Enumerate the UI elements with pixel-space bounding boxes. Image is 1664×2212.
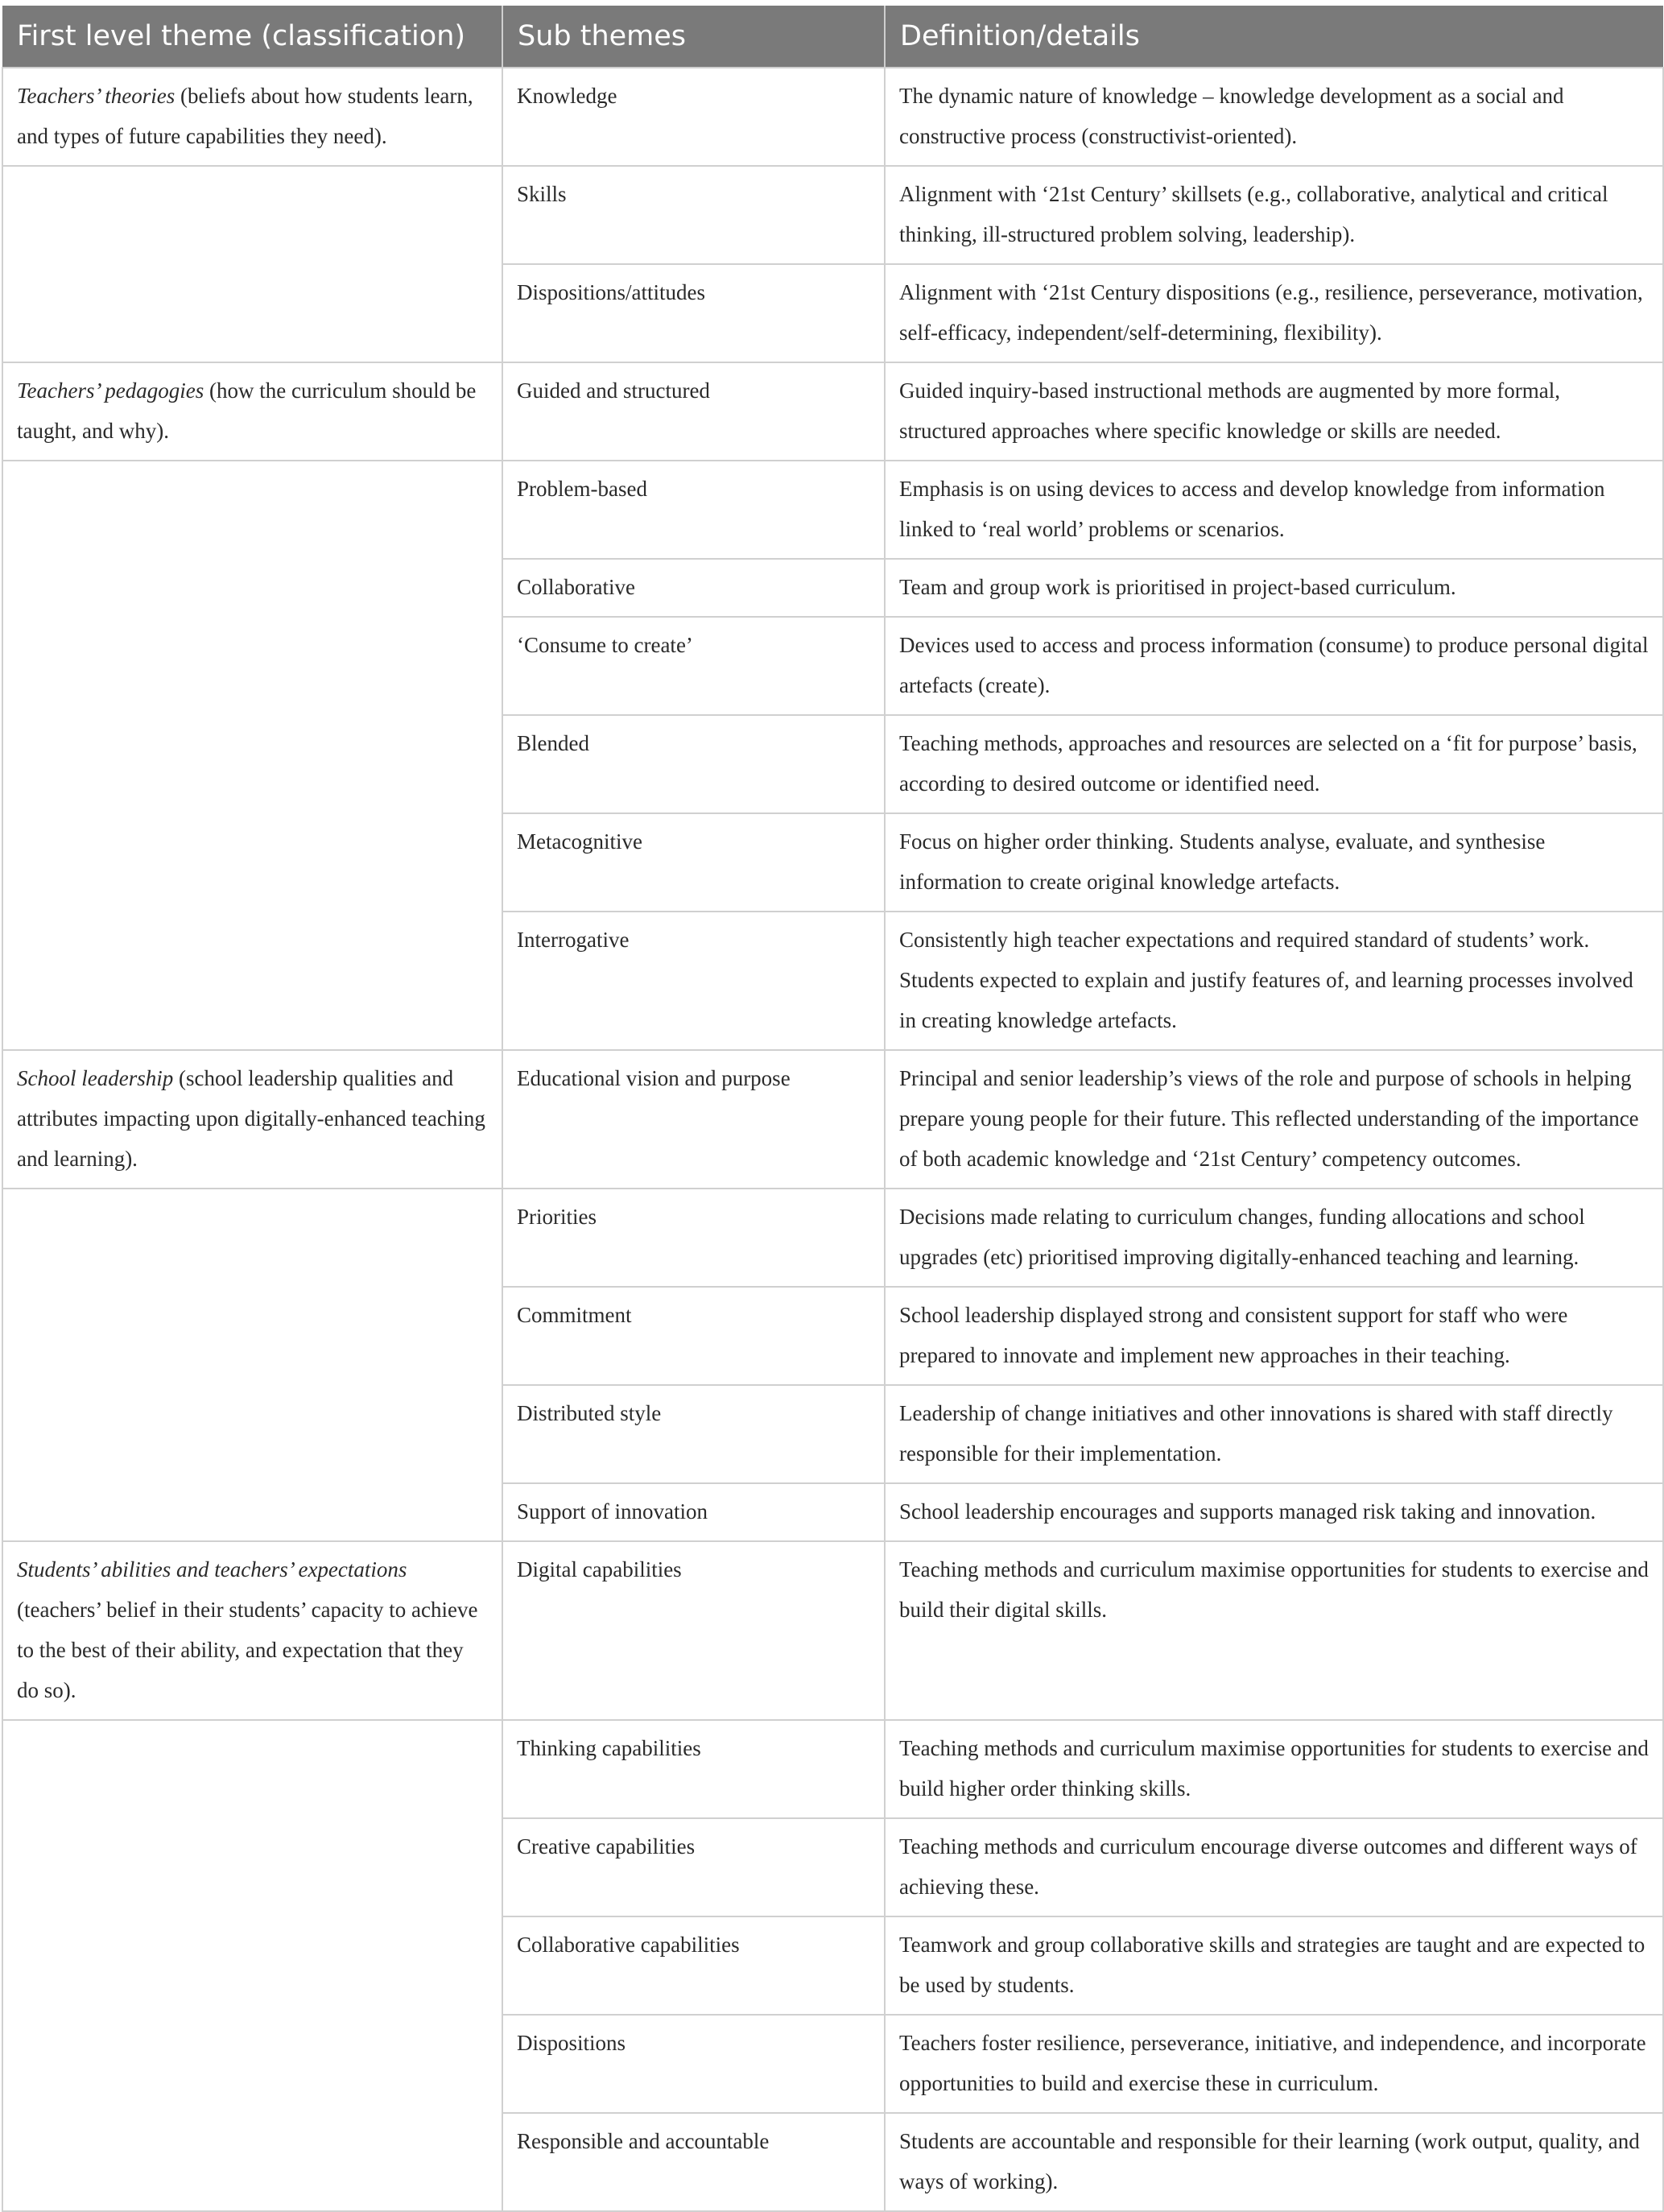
- theme-cell-empty: [2, 166, 502, 362]
- definition-cell: Devices used to access and process information (consume) to produce personal digital artefacts (create).: [885, 617, 1663, 715]
- theme-name: Teachers’ theories: [17, 84, 175, 108]
- sub-theme-cell: Collaborative capabilities: [502, 1916, 885, 2015]
- table-row: [2, 1050, 1663, 1189]
- table-body: [2, 68, 1663, 2211]
- definition-cell: Team and group work is prioritised in project-based curriculum.: [885, 559, 1663, 617]
- definition-cell: Teamwork and group collaborative skills and strategies are taught and are expected to be used by students.: [885, 1916, 1663, 2015]
- table-row: [2, 1189, 1663, 1287]
- sub-theme-cell: Metacognitive: [502, 813, 885, 912]
- sub-theme-cell: Blended: [502, 715, 885, 813]
- theme-cell: [2, 1541, 502, 1720]
- definition-cell: Students are accountable and responsible for their learning (work output, quality, and ways of working).: [885, 2113, 1663, 2211]
- definition-cell: Teaching methods and curriculum encourage diverse outcomes and different ways of achieving these.: [885, 1818, 1663, 1916]
- header-first-level-theme: First level theme (classification): [2, 6, 502, 68]
- table-row: [2, 1720, 1663, 1818]
- header-definition-details: Definition/details: [885, 6, 1663, 68]
- definition-cell: Guided inquiry-based instructional methods are augmented by more formal, structured approaches where specific knowledge or skills are needed.: [885, 362, 1663, 461]
- definition-cell: Teachers foster resilience, perseverance, initiative, and independence, and incorporate opportunities to build and exercise these in curriculum.: [885, 2015, 1663, 2113]
- sub-theme-cell: Support of innovation: [502, 1483, 885, 1541]
- theme-cell: [2, 68, 502, 166]
- sub-theme-cell: Interrogative: [502, 912, 885, 1050]
- theme-name: Teachers’ pedagogies: [17, 378, 204, 403]
- definition-cell: Focus on higher order thinking. Students analyse, evaluate, and synthesise information to create original knowledge artefacts.: [885, 813, 1663, 912]
- theme-name: Students’ abilities and teachers’ expectations: [17, 1557, 407, 1581]
- theme-cell-empty: [2, 1720, 502, 2211]
- themes-table: [2, 6, 1664, 2212]
- table-row: [2, 461, 1663, 559]
- theme-cell: [2, 1050, 502, 1189]
- theme-description: (teachers’ belief in their students’ capacity to achieve to the best of their ability, and expectation that they do so).: [17, 1598, 478, 1702]
- sub-theme-cell: Thinking capabilities: [502, 1720, 885, 1818]
- theme-cell-empty: [2, 1189, 502, 1541]
- theme-cell: [2, 362, 502, 461]
- table-header: [2, 6, 1663, 68]
- definition-cell: School leadership displayed strong and consistent support for staff who were prepared to innovate and implement new approaches in their teaching.: [885, 1287, 1663, 1385]
- table-row: [2, 1541, 1663, 1720]
- definition-cell: Alignment with ‘21st Century dispositions (e.g., resilience, perseverance, motivation, self-efficacy, independent/self-determining, flexibility).: [885, 264, 1663, 362]
- sub-theme-cell: Responsible and accountable: [502, 2113, 885, 2211]
- sub-theme-cell: ‘Consume to create’: [502, 617, 885, 715]
- theme-description: (how the curriculum should be taught, and why).: [17, 378, 477, 443]
- definition-cell: Emphasis is on using devices to access and develop knowledge from information linked to ‘real world’ problems or scenarios.: [885, 461, 1663, 559]
- definition-cell: Teaching methods, approaches and resources are selected on a ‘fit for purpose’ basis, according to desired outcome or identified need.: [885, 715, 1663, 813]
- definition-cell: Consistently high teacher expectations and required standard of students’ work. Students expected to explain and justify features of, and learning processes involved in creating knowledge artefacts.: [885, 912, 1663, 1050]
- theme-description: (school leadership qualities and attributes impacting upon digitally-enhanced teaching and learning).: [17, 1066, 485, 1171]
- table-row: [2, 362, 1663, 461]
- sub-theme-cell: Problem-based: [502, 461, 885, 559]
- definition-cell: The dynamic nature of knowledge – knowledge development as a social and constructive process (constructivist-oriented).: [885, 68, 1663, 166]
- sub-theme-cell: Priorities: [502, 1189, 885, 1287]
- header-sub-themes: Sub themes: [502, 6, 885, 68]
- sub-theme-cell: Guided and structured: [502, 362, 885, 461]
- sub-theme-cell: Dispositions: [502, 2015, 885, 2113]
- table-row: [2, 166, 1663, 264]
- sub-theme-cell: Educational vision and purpose: [502, 1050, 885, 1189]
- definition-cell: School leadership encourages and supports managed risk taking and innovation.: [885, 1483, 1663, 1541]
- definition-cell: Teaching methods and curriculum maximise opportunities for students to exercise and build higher order thinking skills.: [885, 1720, 1663, 1818]
- sub-theme-cell: Commitment: [502, 1287, 885, 1385]
- sub-theme-cell: Creative capabilities: [502, 1818, 885, 1916]
- sub-theme-cell: Knowledge: [502, 68, 885, 166]
- definition-cell: Decisions made relating to curriculum changes, funding allocations and school upgrades (etc) prioritised improving digitally-enhanced teaching and learning.: [885, 1189, 1663, 1287]
- sub-theme-cell: Digital capabilities: [502, 1541, 885, 1720]
- definition-cell: Principal and senior leadership’s views of the role and purpose of schools in helping prepare young people for their future. This reflected understanding of the importance of both academic knowledge and ‘21st Century’ competency outcomes.: [885, 1050, 1663, 1189]
- sub-theme-cell: Skills: [502, 166, 885, 264]
- table-row: [2, 68, 1663, 166]
- sub-theme-cell: Distributed style: [502, 1385, 885, 1483]
- theme-cell-empty: [2, 461, 502, 1050]
- theme-description: (beliefs about how students learn, and types of future capabilities they need).: [17, 84, 473, 148]
- theme-name: School leadership: [17, 1066, 174, 1090]
- definition-cell: Teaching methods and curriculum maximise opportunities for students to exercise and build their digital skills.: [885, 1541, 1663, 1720]
- definition-cell: Leadership of change initiatives and other innovations is shared with staff directly responsible for their implementation.: [885, 1385, 1663, 1483]
- header-row: [2, 6, 1663, 68]
- sub-theme-cell: Collaborative: [502, 559, 885, 617]
- sub-theme-cell: Dispositions/attitudes: [502, 264, 885, 362]
- definition-cell: Alignment with ‘21st Century’ skillsets (e.g., collaborative, analytical and critical thinking, ill-structured problem solving, leadership).: [885, 166, 1663, 264]
